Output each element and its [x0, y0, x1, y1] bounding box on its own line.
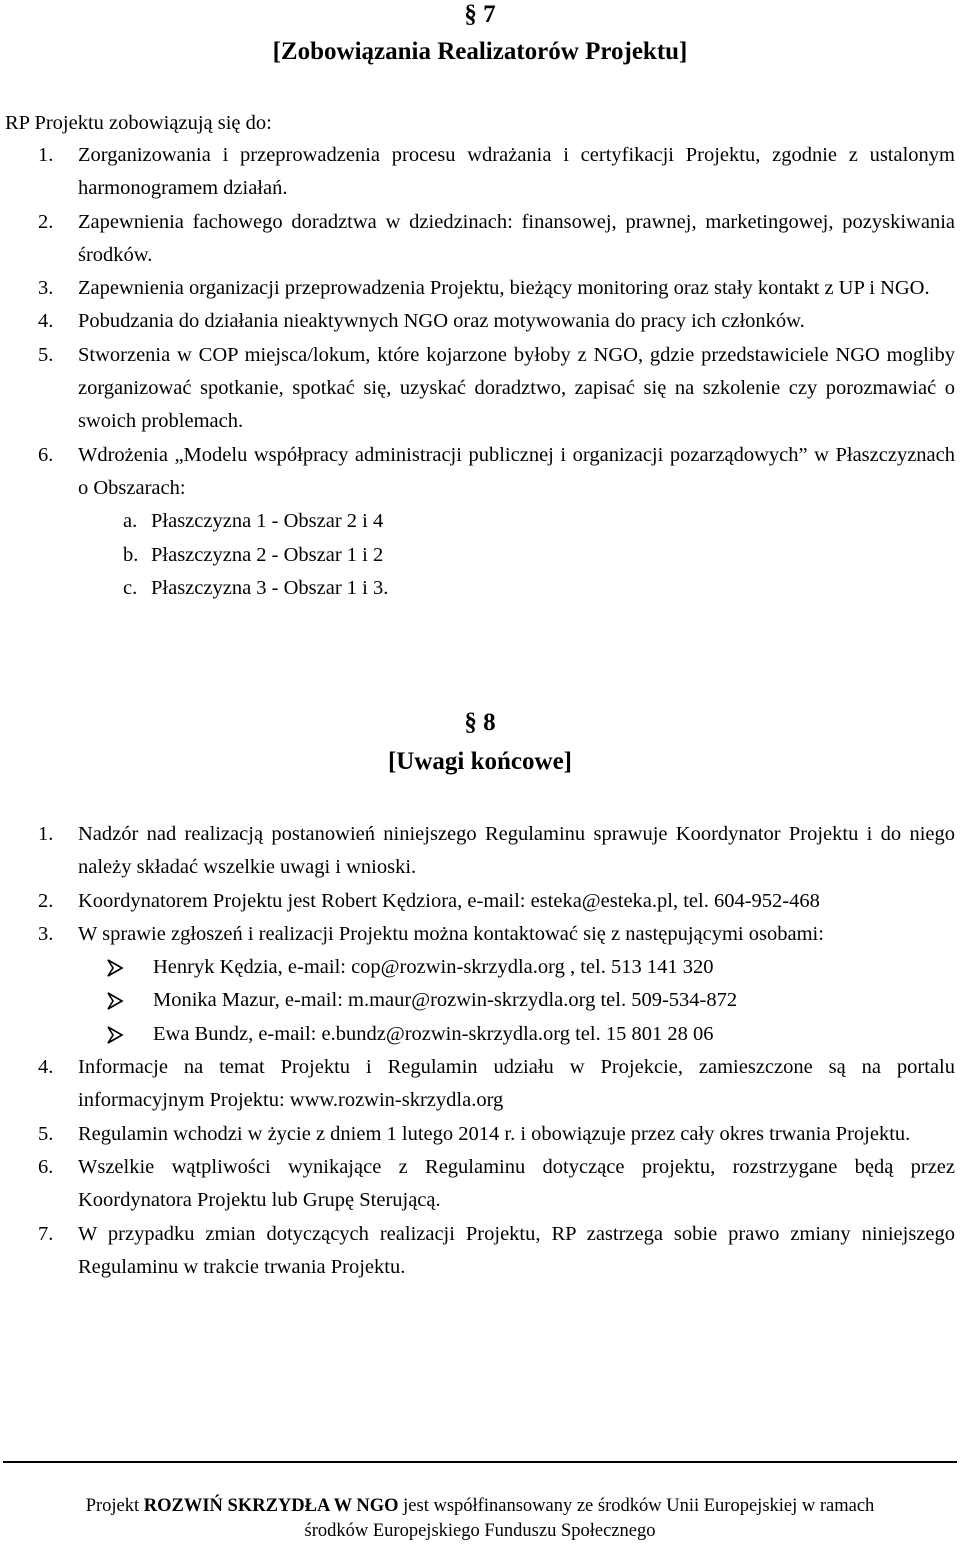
footer-divider	[3, 1461, 957, 1463]
section-7-heading	[0, 0, 960, 68]
section-8-item	[38, 918, 955, 1051]
section-7-item	[38, 439, 955, 605]
footer-line-1	[0, 1494, 960, 1519]
item-text: Wdrożenia „Modelu współpracy administracji publicznej i organizacji pozarządowych” w Płaszczyznach o Obszarach:	[78, 443, 955, 499]
item-text: Pobudzania do działania nieaktywnych NGO oraz motywowania do pracy ich członków.	[78, 310, 805, 333]
section-8-item	[38, 818, 955, 885]
sublist-item	[123, 572, 955, 605]
sublist-item	[123, 505, 955, 538]
item-text: W sprawie zgłoszeń i realizacji Projektu można kontaktować się z następującymi osobami:	[78, 922, 824, 945]
item-text: Zapewnienia organizacji przeprowadzenia Projektu, bieżący monitoring oraz stały kontakt z UP i NGO.	[78, 277, 930, 300]
section-8-item	[38, 1118, 955, 1151]
item-text: Informacje na temat Projektu i Regulamin udziału w Projekcie, zamieszczone są na portalu informacyjnym Projektu: www.rozwin-skrzydla.org	[78, 1056, 955, 1112]
section-7-item	[38, 305, 955, 338]
sub-item-text: Płaszczyzna 3 - Obszar 1 i 3.	[151, 576, 389, 599]
item-number: 3.	[38, 922, 54, 945]
item-text: Zapewnienia fachowego doradztwa w dziedzinach: finansowej, prawnej, marketingowej, pozyskiwania środków.	[78, 210, 955, 266]
item-number: 1.	[38, 823, 54, 845]
section-7-list	[38, 139, 955, 605]
item-number: 5.	[38, 343, 54, 366]
section-7-number: § 7	[464, 1, 496, 28]
item-number: 7.	[38, 1222, 54, 1245]
item-number: 2.	[38, 889, 54, 912]
section-8-item	[38, 1051, 955, 1118]
sub-item-letter: c.	[123, 576, 138, 599]
sub-item-text: Płaszczyzna 2 - Obszar 1 i 2	[151, 543, 384, 566]
item-number: 2.	[38, 210, 54, 233]
footer-project-name: ROZWIŃ SKRZYDŁA W NGO	[143, 1496, 399, 1516]
section-7-item	[38, 139, 955, 206]
section-7-item	[38, 339, 955, 439]
sub-item-text: Płaszczyzna 1 - Obszar 2 i 4	[151, 510, 384, 533]
item-text: Wszelkie wątpliwości wynikające z Regulaminu dotyczące projektu, rozstrzygane będą przez Koordynatora Projektu lub Grupę Sterującą.	[78, 1155, 955, 1212]
item-number: 4.	[38, 310, 54, 333]
contact-item	[78, 984, 955, 1017]
item-number: 6.	[38, 443, 54, 466]
contact-text: Henryk Kędzia, e-mail: cop@rozwin-skrzydla.org , tel. 513 141 320	[153, 956, 714, 979]
item-text: Zorganizowania i przeprowadzenia procesu wdrażania i certyfikacji Projektu, zgodnie z ustalonym harmonogramem działań.	[78, 144, 955, 200]
item-text: Stworzenia w COP miejsca/lokum, które kojarzone byłoby z NGO, gdzie przedstawiciele NGO mogliby zorganizować spotkanie, spotkać się, uzyskać doradztwo, zapisać się na szkolenie czy porozmawiać o swoich problemach.	[78, 343, 955, 433]
footer-line-2: środków Europejskiego Funduszu Społecznego	[304, 1521, 656, 1541]
arrow-bullet-icon	[105, 1018, 127, 1051]
item-text: W przypadku zmian dotyczących realizacji Projektu, RP zastrzega sobie prawo zmiany niniejszego Regulaminu w trakcie trwania Projektu.	[78, 1222, 955, 1278]
item-number: 6.	[38, 1155, 54, 1178]
item-number: 5.	[38, 1122, 54, 1145]
sub-item-letter: a.	[123, 510, 138, 533]
contact-item	[78, 951, 955, 984]
section-8-heading	[0, 708, 960, 778]
contact-text: Ewa Bundz, e-mail: e.bundz@rozwin-skrzydla.org tel. 15 801 28 06	[153, 1022, 714, 1045]
footer-prefix: Projekt	[85, 1496, 144, 1516]
section-8-item	[38, 1151, 955, 1218]
item-text: Nadzór nad realizacją postanowień niniejszego Regulaminu sprawuje Koordynator Projektu i do niego należy składać wszelkie uwagi i wnioski.	[78, 823, 955, 879]
contact-item	[78, 1018, 955, 1051]
page-footer	[0, 1494, 960, 1544]
section-8-number: § 8	[464, 709, 496, 736]
item-text: Regulamin wchodzi w życie z dniem 1 lutego 2014 r. i obowiązuje przez cały okres trwania Projektu.	[78, 1122, 911, 1145]
section-8-list	[38, 818, 955, 1284]
item-number: 1.	[38, 144, 54, 166]
area-sublist	[78, 505, 955, 605]
section-7-item	[38, 206, 955, 273]
footer-suffix: jest współfinansowany ze środków Unii Europejskiej w ramach	[398, 1496, 875, 1516]
section-8-item	[38, 1218, 955, 1285]
sub-item-letter: b.	[123, 543, 139, 566]
item-text: Koordynatorem Projektu jest Robert Kędziora, e-mail: esteka@esteka.pl, tel. 604-952-468	[78, 889, 820, 912]
section-8-item	[38, 885, 955, 918]
arrow-bullet-icon	[105, 984, 127, 1017]
item-number: 3.	[38, 277, 54, 300]
item-number: 4.	[38, 1056, 54, 1079]
arrow-bullet-icon	[105, 951, 127, 984]
sublist-item	[123, 539, 955, 572]
section-7-intro: RP Projektu zobowiązują się do:	[5, 112, 272, 134]
section-7-item	[38, 272, 955, 305]
contact-list	[78, 951, 955, 1051]
section-8-title: [Uwagi końcowe]	[387, 748, 572, 775]
contact-text: Monika Mazur, e-mail: m.maur@rozwin-skrzydla.org tel. 509-534-872	[153, 989, 738, 1012]
section-7-title: [Zobowiązania Realizatorów Projektu]	[272, 38, 688, 65]
